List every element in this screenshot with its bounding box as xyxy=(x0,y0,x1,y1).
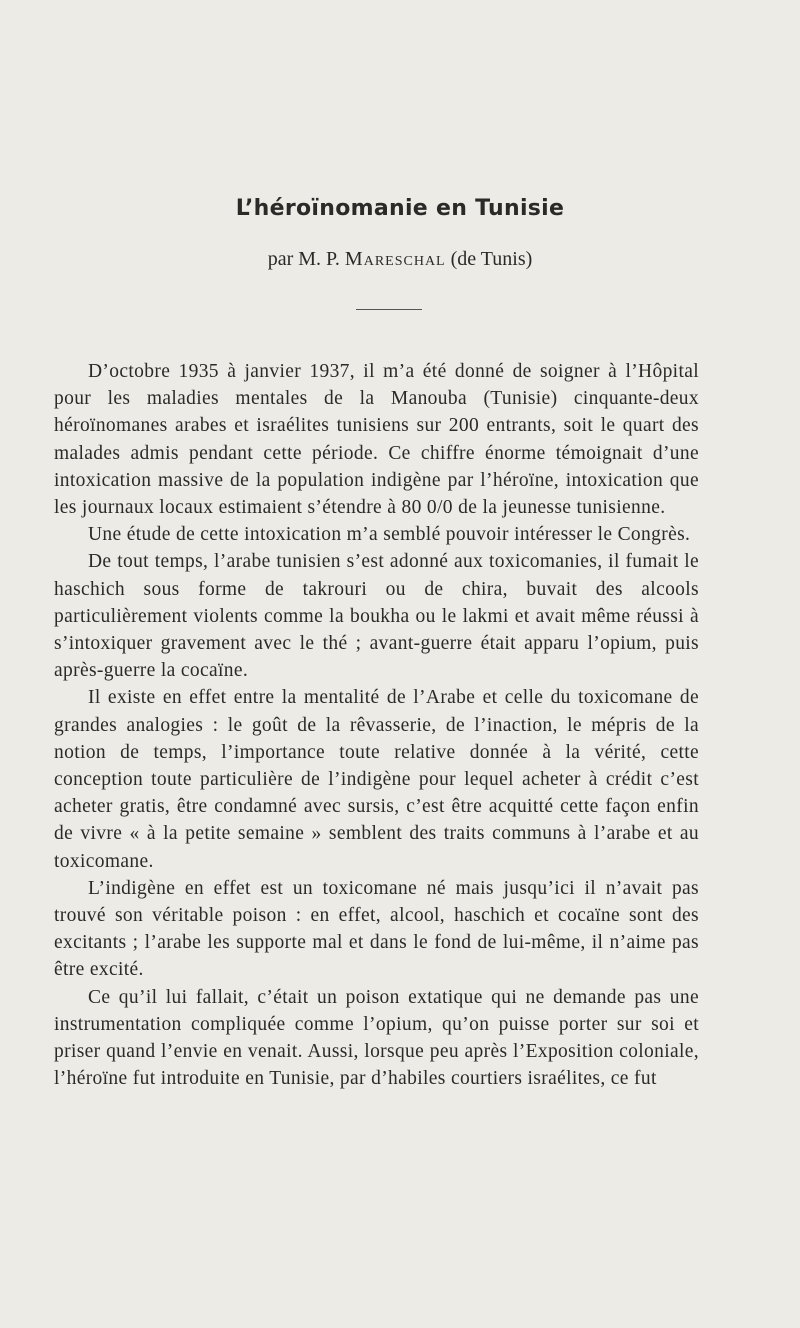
byline-prefix: par M. P. xyxy=(267,248,345,270)
paragraph-6: Ce qu’il lui fallait, c’était un poison extatique qui ne demande pas une instrumentation compliquée comme l’opium, qu’on puisse porter sur soi et priser quand l’envie en venait. Aussi, lorsque peu après l’Exposition coloniale, l’héroïne fut introduite en Tunisie, par d’habiles courtiers israélites, ce fut xyxy=(54,986,699,1090)
paragraph-5: L’indigène en effet est un toxicomane né mais jusqu’ici il n’avait pas trouvé son véritable poison : en effet, alcool, haschich et cocaïne sont des excitants ; l’arabe les supporte mal et dans le fond de lui-même, il n’aime pas être excité. xyxy=(54,877,699,981)
article-title: L’héroïnomanie en Tunisie xyxy=(235,196,565,221)
article-byline xyxy=(0,248,800,271)
title-divider xyxy=(356,309,422,310)
paragraph-2: Une étude de cette intoxication m’a semblé pouvoir intéresser le Congrès. xyxy=(88,524,691,546)
paragraph-4: Il existe en effet entre la mentalité de l’Arabe et celle du toxicomane de grandes analogies : le goût de la rêvasserie, de l’inaction, le mépris de la notion de temps, l’importance toute relative donnée à la vérité, cette conception toute particulière de l’indigène pour lequel acheter à crédit c’est acheter gratis, être condamné avec sursis, c’est être acquitté cette façon enfin de vivre « à la petite semaine » semblent des traits communs à l’arabe et au toxicomane. xyxy=(54,687,699,872)
article-body xyxy=(54,358,699,1092)
paragraph-1: D’octobre 1935 à janvier 1937, il m’a été donné de soigner à l’Hôpital pour les maladies mentales de la Manouba (Tunisie) cinquante-deux héroïnomanes arabes et israélites tunisiens sur 200 entrants, soit le quart des malades admis pendant cette période. Ce chiffre énorme témoignait d’une intoxication massive de la population indigène par l’héroïne, intoxication que les journaux locaux estimaient s’étendre à 80 0/0 de la jeunesse tunisienne. xyxy=(54,361,699,519)
byline-suffix: (de Tunis) xyxy=(445,248,533,270)
byline-author: Mareschal xyxy=(344,248,446,270)
paragraph-3: De tout temps, l’arabe tunisien s’est adonné aux toxicomanies, il fumait le haschich sous forme de takrouri ou de chira, buvait des alcools particulièrement violents comme la boukha ou le lakmi et avait même réussi à s’intoxiquer gravement avec le thé ; avant-guerre était apparu l’opium, puis après-guerre la cocaïne. xyxy=(54,551,699,682)
